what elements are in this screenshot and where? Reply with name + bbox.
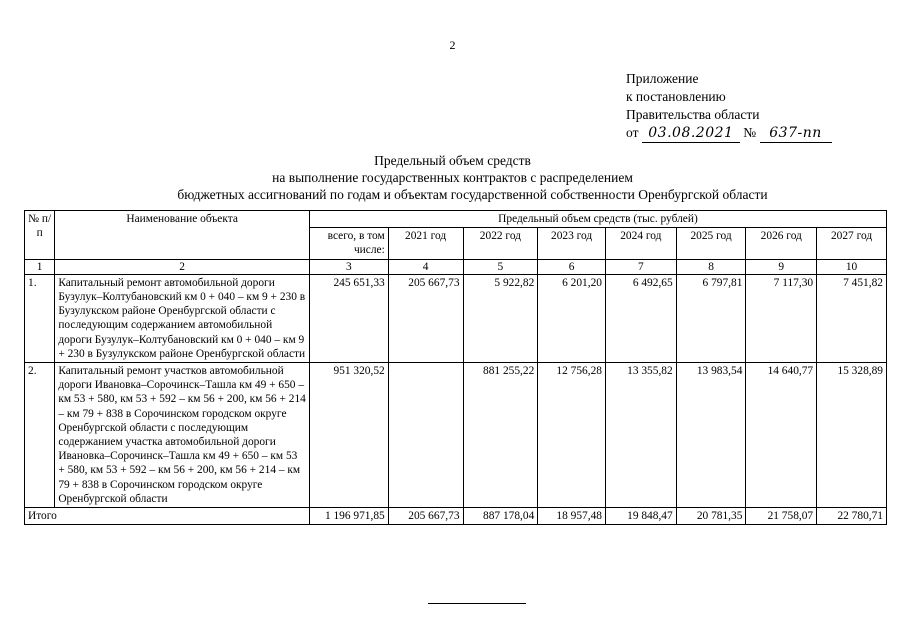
value-2027: 15 328,89 bbox=[817, 363, 887, 508]
header-no: № п/п bbox=[25, 211, 55, 260]
value-2022: 5 922,82 bbox=[463, 274, 538, 362]
handwritten-number: 637-пп bbox=[760, 124, 832, 143]
number-prefix: № bbox=[743, 125, 757, 140]
header-name: Наименование объекта bbox=[55, 211, 310, 260]
header-row-1 bbox=[25, 211, 887, 228]
title-line-2: на выполнение государственных контрактов с распределением bbox=[272, 170, 633, 185]
index-cell: 3 bbox=[309, 259, 388, 274]
value-total: 245 651,33 bbox=[309, 274, 388, 362]
index-cell: 4 bbox=[388, 259, 463, 274]
header-col-2026: 2026 год bbox=[746, 228, 817, 259]
document-title bbox=[0, 152, 905, 203]
index-cell: 6 bbox=[538, 259, 606, 274]
footer-divider bbox=[428, 603, 526, 604]
header-col-2021: 2021 год bbox=[388, 228, 463, 259]
total-2022: 887 178,04 bbox=[463, 508, 538, 525]
value-2022: 881 255,22 bbox=[463, 363, 538, 508]
table-row bbox=[25, 363, 887, 508]
total-row bbox=[25, 508, 887, 525]
total-2025: 20 781,35 bbox=[676, 508, 746, 525]
value-2026: 7 117,30 bbox=[746, 274, 817, 362]
budget-table bbox=[24, 210, 887, 525]
appendix-block bbox=[626, 70, 832, 143]
value-2024: 6 492,65 bbox=[605, 274, 676, 362]
value-2021 bbox=[388, 363, 463, 508]
title-line-1: Предельный объем средств bbox=[374, 153, 531, 168]
row-number: 1. bbox=[25, 274, 55, 362]
value-2025: 6 797,81 bbox=[676, 274, 746, 362]
total-value: 1 196 971,85 bbox=[309, 508, 388, 525]
value-total: 951 320,52 bbox=[309, 363, 388, 508]
value-2025: 13 983,54 bbox=[676, 363, 746, 508]
total-2027: 22 780,71 bbox=[817, 508, 887, 525]
appendix-line-1: Приложение bbox=[626, 71, 699, 86]
value-2023: 6 201,20 bbox=[538, 274, 606, 362]
total-2023: 18 957,48 bbox=[538, 508, 606, 525]
header-group: Предельный объем средств (тыс. рублей) bbox=[309, 211, 886, 228]
appendix-date-line bbox=[626, 124, 832, 143]
index-cell: 7 bbox=[605, 259, 676, 274]
row-number: 2. bbox=[25, 363, 55, 508]
object-name: Капитальный ремонт участков автомобильной дороги Ивановка–Сорочинск–Ташла км 49 + 650 – км 53 + 580, км 53 + 592 – км 56 + 200, км 56 + 214 – км 79 + 838 в Сорочинском городском округе Оренбургской области с последующим содержанием участка автомобильной дороги Ивановка–Сорочинск–Ташла км 49 + 650 – км 53 + 580, км 53 + 592 – км 56 + 200, км 56 + 214 – км 79 + 838 в Сорочинском городском округе Оренбургской области bbox=[55, 363, 310, 508]
total-label: Итого bbox=[25, 508, 310, 525]
value-2027: 7 451,82 bbox=[817, 274, 887, 362]
header-col-total: всего, в том числе: bbox=[309, 228, 388, 259]
value-2026: 14 640,77 bbox=[746, 363, 817, 508]
index-cell: 2 bbox=[55, 259, 310, 274]
header-col-2024: 2024 год bbox=[605, 228, 676, 259]
appendix-line-3: Правительства области bbox=[626, 107, 760, 122]
value-2024: 13 355,82 bbox=[605, 363, 676, 508]
title-line-3: бюджетных ассигнований по годам и объектам государственной собственности Оренбургской области bbox=[177, 187, 768, 202]
total-2024: 19 848,47 bbox=[605, 508, 676, 525]
header-col-2022: 2022 год bbox=[463, 228, 538, 259]
appendix-line-2: к постановлению bbox=[626, 89, 726, 104]
date-prefix: от bbox=[626, 125, 639, 140]
page-number: 2 bbox=[449, 38, 456, 52]
index-cell: 1 bbox=[25, 259, 55, 274]
handwritten-date: 03.08.2021 bbox=[642, 124, 740, 143]
index-cell: 8 bbox=[676, 259, 746, 274]
index-cell: 9 bbox=[746, 259, 817, 274]
header-col-2027: 2027 год bbox=[817, 228, 887, 259]
object-name: Капитальный ремонт автомобильной дороги Бузулук–Колтубановский км 0 + 040 – км 9 + 230 в Бузулукском районе Оренбургской области с последующим содержанием автомобильной дороги Бузулук–Колтубановский км 0 + 040 – км 9 + 230 в Бузулукском районе Оренбургской области bbox=[55, 274, 310, 362]
index-row bbox=[25, 259, 887, 274]
value-2023: 12 756,28 bbox=[538, 363, 606, 508]
header-col-2023: 2023 год bbox=[538, 228, 606, 259]
total-2026: 21 758,07 bbox=[746, 508, 817, 525]
index-cell: 10 bbox=[817, 259, 887, 274]
total-2021: 205 667,73 bbox=[388, 508, 463, 525]
table-row bbox=[25, 274, 887, 362]
value-2021: 205 667,73 bbox=[388, 274, 463, 362]
index-cell: 5 bbox=[463, 259, 538, 274]
header-col-2025: 2025 год bbox=[676, 228, 746, 259]
